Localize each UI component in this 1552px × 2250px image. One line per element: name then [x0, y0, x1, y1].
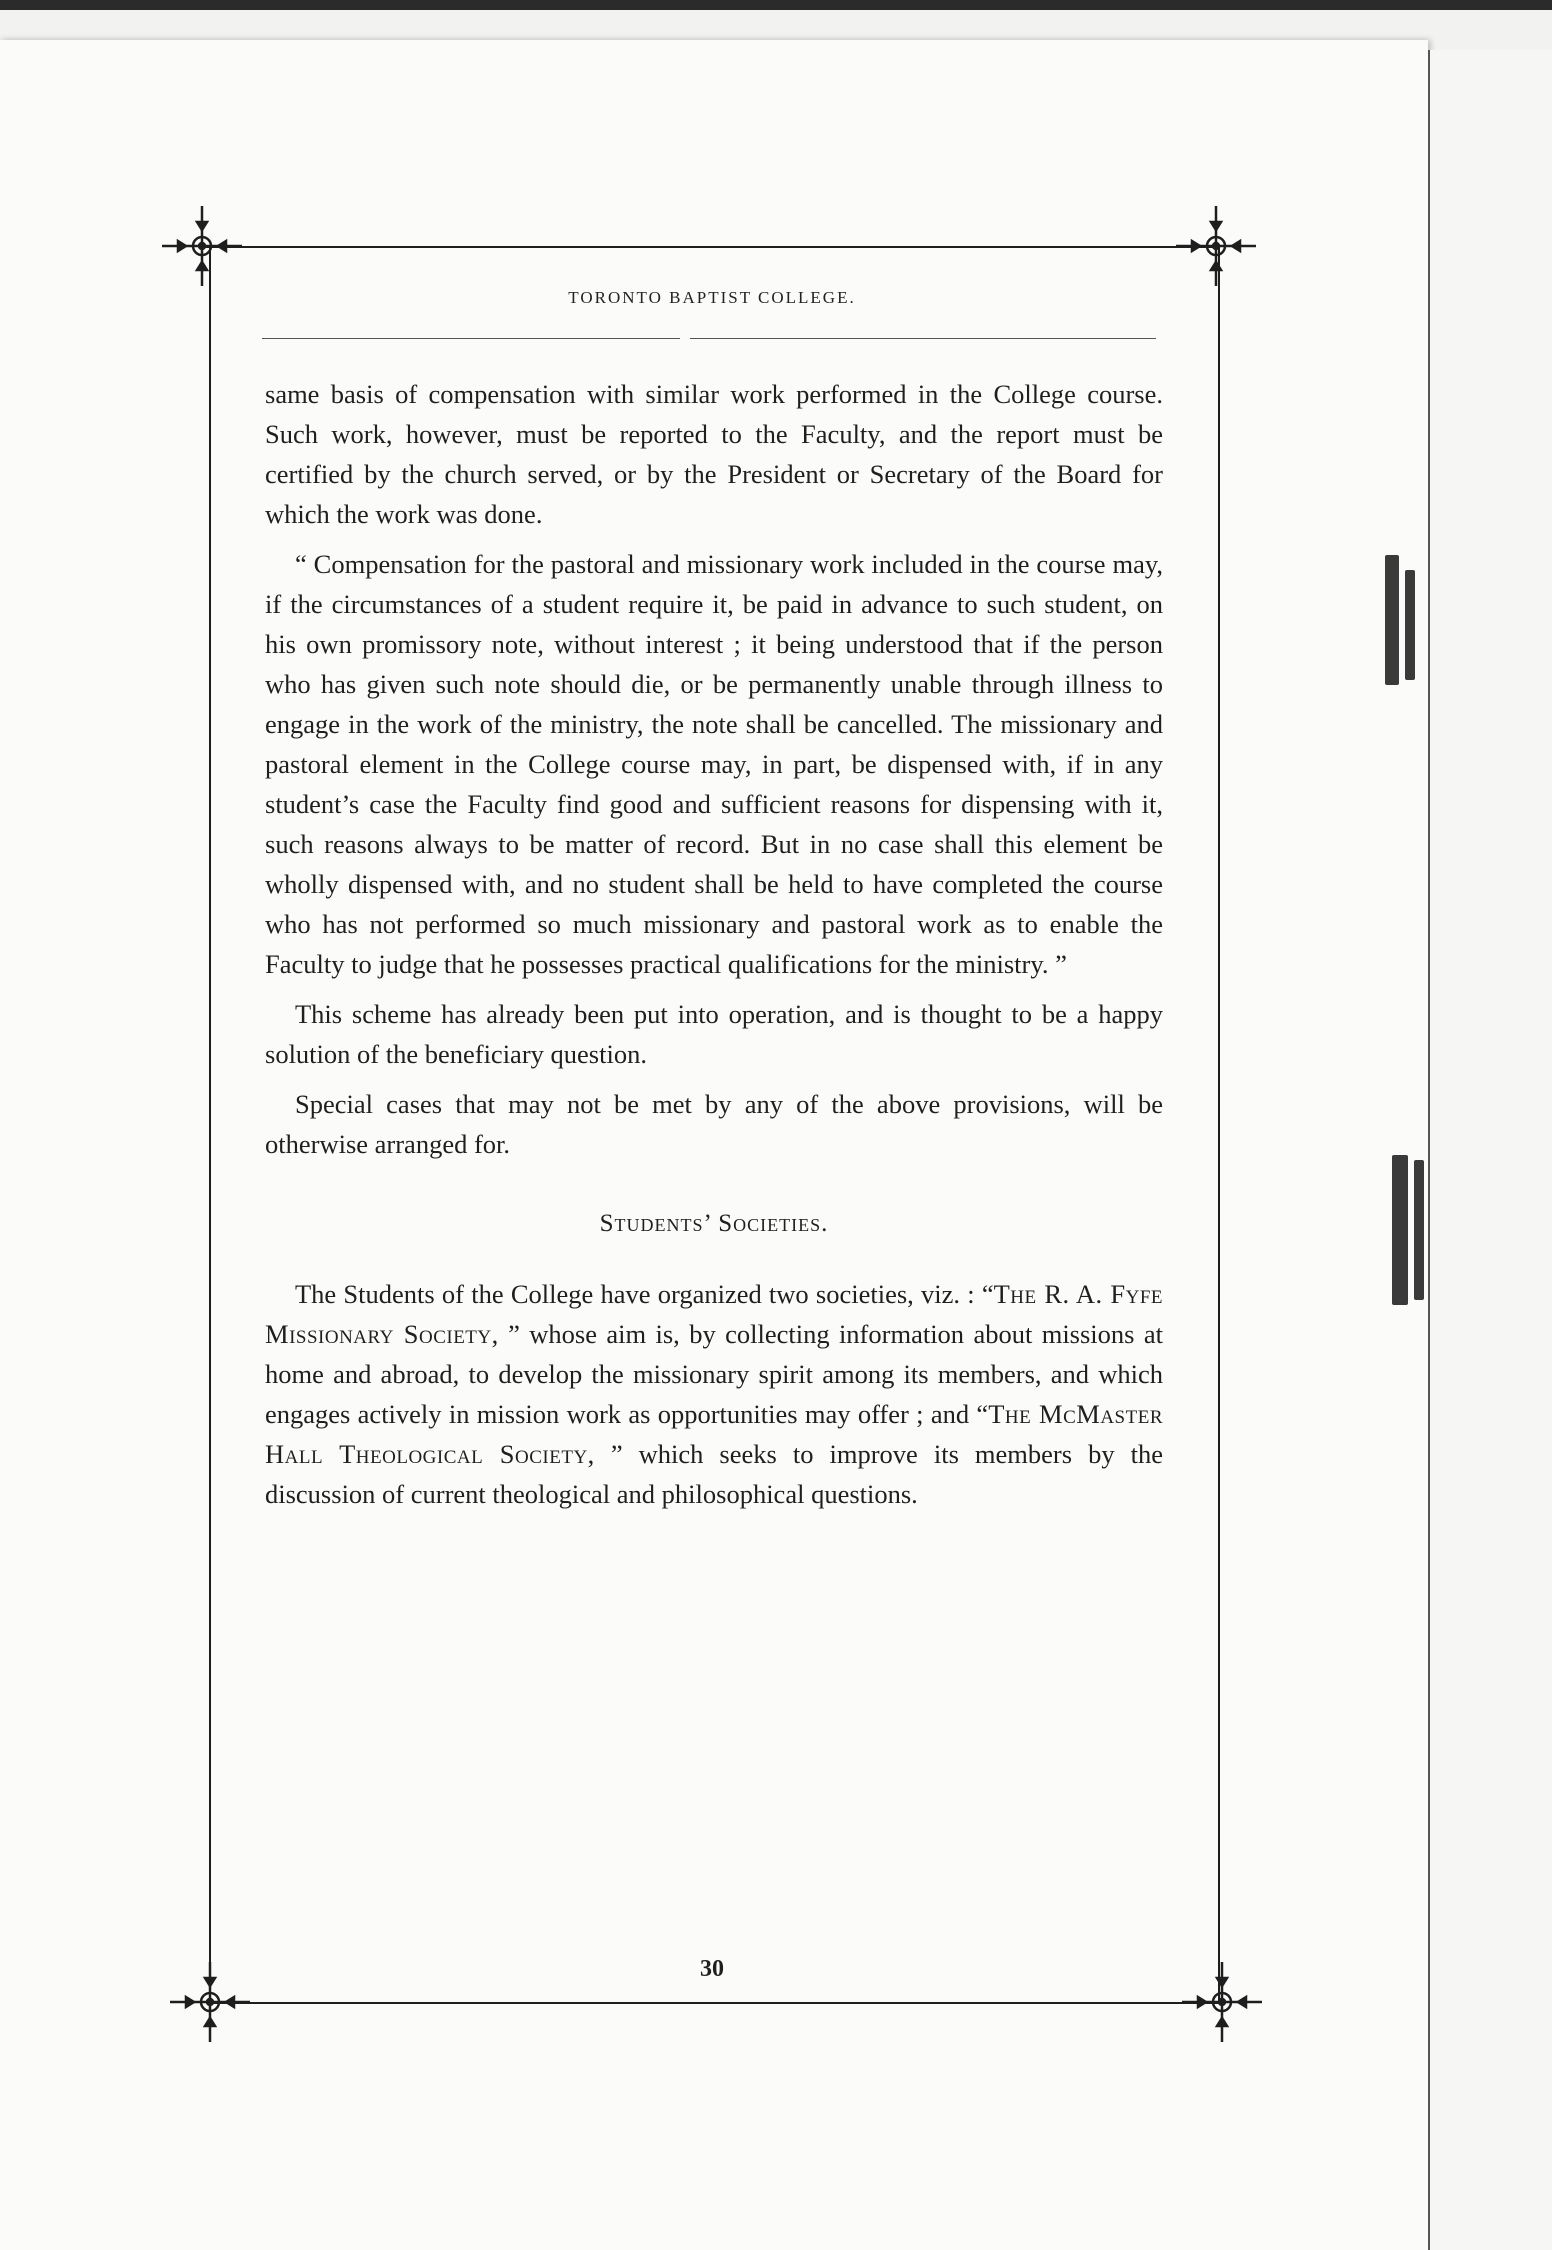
societies-paragraph — [265, 1274, 1163, 1514]
frame-right-rule — [1218, 246, 1220, 2002]
society-name-fyfe: The R. A. Fyfe Missionary Society, — [265, 1279, 1163, 1349]
page-number: 30 — [700, 1956, 724, 1982]
society-name-mcmaster: The McMaster Hall Theological Society, — [265, 1399, 1163, 1469]
frame-top-rule — [200, 246, 1214, 248]
binding-tab — [1392, 1155, 1408, 1305]
corner-ornament-icon — [1174, 204, 1258, 288]
societies-middle: ” whose aim is, by collecting information about missions at home and abroad, to develop the missionary spirit among its members, and which engages actively in mission work as opportunities may offer ; and “ — [265, 1319, 1163, 1429]
paragraph: “ Compensation for the pastoral and missionary work included in the course may, if the circumstances of a student require it, be paid in advance to such student, on his own promissory note, without interest ; it being understood that if the person who has given such note should die, or be permanently unable through illness to engage in the work of the ministry, the note shall be cancelled. The missionary and pastoral element in the College course may, in part, be dispensed with, if in any student’s case the Faculty find good and sufficient reasons for dispensing with it, such reasons always to be matter of record. But in no case shall this element be wholly dispensed with, and no student shall be held to have completed the course who has not performed so much missionary and pastoral work as to enable the Faculty to judge that he possesses practical qualifications for the ministry. ” — [265, 549, 1163, 979]
corner-ornament-icon — [168, 1960, 252, 2044]
societies-ending: ” which seeks to improve its members by the discussion of current theological and philosophical questions. — [265, 1439, 1163, 1509]
adjacent-leaf-edge — [1428, 50, 1552, 2250]
frame-bottom-rule — [210, 2002, 1224, 2004]
corner-ornament-icon — [160, 204, 244, 288]
paragraph: same basis of compensation with similar work performed in the College course. Such work, however, must be reported to the Faculty, and the report must be certified by the church served, or by the President or Secretary of the Board for which the work was done. — [265, 379, 1163, 529]
quote-mark: “ — [974, 1279, 994, 1309]
societies-intro: The Students of the College have organized two societies, viz. : — [295, 1279, 975, 1309]
header-rule-left — [262, 338, 680, 339]
frame-left-rule — [209, 246, 211, 2002]
corner-ornament-icon — [1180, 1960, 1264, 2044]
paragraph: This scheme has already been put into operation, and is thought to be a happy solution of the beneficiary question. — [265, 999, 1163, 1069]
binding-tab — [1385, 555, 1399, 685]
section-heading: Students’ Societies. — [599, 1210, 829, 1237]
binding-tab — [1405, 570, 1415, 680]
binding-tab — [1414, 1160, 1424, 1300]
header-rule-right — [690, 338, 1156, 339]
running-head: TORONTO BAPTIST COLLEGE. — [568, 288, 856, 307]
paragraph: Special cases that may not be met by any of the above provisions, will be otherwise arranged for. — [265, 1089, 1163, 1159]
body-text — [265, 374, 1163, 1524]
